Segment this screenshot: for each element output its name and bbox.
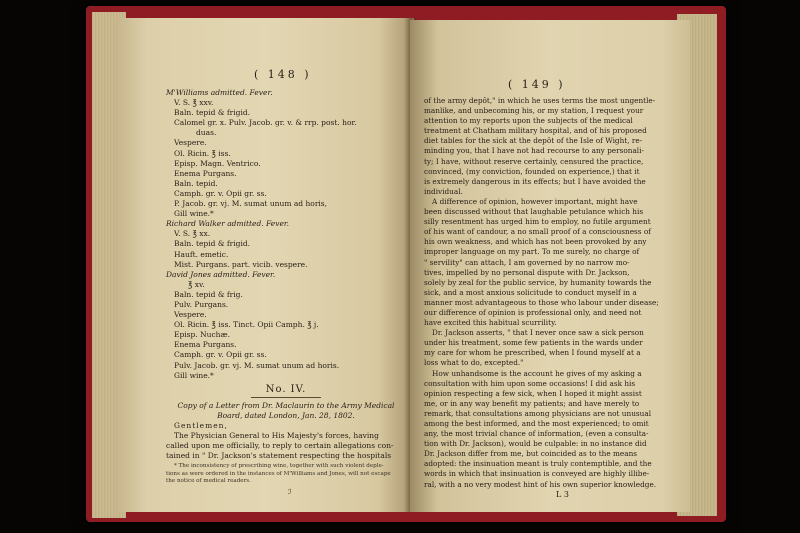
text-line: Dr. Jackson differ from me, but coincided as to the means — [424, 449, 638, 459]
text-line: Hauft. emetic. — [174, 249, 229, 259]
text-line: sick, and a most anxious solicitude to conduct myself in a — [424, 287, 637, 297]
text-line: How unhandsome is the account he gives of my asking a — [432, 368, 642, 378]
right-page-text — [424, 96, 674, 490]
text-line: treatment at Chatham military hospital, and of his proposed — [424, 126, 647, 136]
text-line: individual. — [424, 186, 463, 196]
text-line: Episp. Nuchæ. — [174, 330, 230, 340]
text-line: Mist. Purgans. part. vicib. vespere. — [174, 259, 308, 269]
text-line: any, the most trivial chance of information, (even a consulta- — [424, 429, 649, 439]
text-line: manlike, and unbecoming his, or my station, I request your — [424, 106, 644, 116]
text-line: Baln. tepid. — [174, 178, 218, 188]
text-line: called upon me officially, to reply to certain allegations con- — [166, 441, 394, 451]
text-line: The Physician General to His Majesty's forces, having — [174, 431, 379, 441]
text-line: Baln. tepid & frig. — [174, 289, 243, 299]
letter-title-line-2: Board, dated London, Jan. 28, 1802. — [217, 410, 355, 420]
text-line: solely by zeal for the public service, by humanity towards the — [424, 277, 652, 287]
text-line: adopted: the insinuation meant is truly contemptible, and the — [424, 459, 652, 469]
text-line: Enema Purgans. — [174, 340, 237, 350]
text-line: among the best informed, and the most experienced; to omit — [424, 419, 649, 428]
text-line: my care for whom he prescribed, when I found myself at a — [424, 348, 641, 358]
text-line: loss what to do, excepted." — [424, 358, 524, 368]
text-line: M'Williams admitted. Fever. — [166, 88, 273, 97]
text-line: ℥ xv. — [188, 279, 205, 289]
text-line: Richard Walker admitted. Fever. — [166, 219, 290, 229]
left-page — [118, 18, 414, 512]
prescription-list — [166, 88, 406, 381]
text-line: ty; I have, without reserve certainly, censured the practice, — [424, 156, 644, 166]
page-number-right: ( 149 ) — [508, 78, 566, 91]
text-line: me, or in any way benefit my patients; and have merely to — [424, 398, 640, 408]
text-line: Ol. Ricin. ℥ iss. Tinct. Opii Camph. ℥ j. — [174, 320, 319, 330]
left-page-text — [166, 88, 406, 485]
text-line: tained in " Dr. Jackson's statement respecting the hospitals — [166, 451, 392, 461]
text-line: is extremely dangerous in its effects; but I have avoided the — [424, 176, 646, 186]
text-line: Camph. gr. v. Opii gr. ss. — [174, 350, 267, 360]
text-line: Pulv. Purgans. — [174, 299, 229, 309]
text-line: Calomel gr. x. Pulv. Jacob. gr. v. & rrp. post. hor. — [174, 118, 357, 128]
text-line: convinced, (my conviction, founded on experience,) that it — [424, 166, 640, 176]
text-line: have excited this habitual scurrility. — [424, 318, 557, 328]
text-line: P. Jacob. gr. vj. M. sumat unum ad horis, — [174, 199, 328, 209]
text-line: of the army depôt," in which he uses terms the most ungentle- — [424, 96, 656, 105]
text-line: consultation with him upon some occasions! I did ask his — [424, 378, 636, 388]
text-line: under his treatment, some few patients in the wards under — [424, 338, 643, 348]
text-line: A difference of opinion, however important, might have — [432, 196, 638, 206]
text-line: ral, with a no very modest hint of his own superior knowledge. — [424, 479, 657, 489]
text-line: Gill wine.* — [174, 370, 214, 380]
text-line: Vespere. — [174, 138, 207, 148]
salutation: Gentlemen, — [174, 421, 228, 430]
text-line: V. S. ℥ xx. — [174, 229, 211, 239]
text-line: " servility" can attach, I am governed by no narrow mo- — [424, 257, 630, 267]
text-line: tives, impelled by no personal dispute with Dr. Jackson, — [424, 267, 630, 277]
text-line: attention to my reports upon the subjects of the medical — [424, 116, 633, 126]
text-line: his own weakness, and which has not been provoked by any — [424, 237, 647, 247]
text-line: Enema Purgans. — [174, 168, 237, 178]
text-line: our difference of opinion is professional only, and need not — [424, 307, 642, 317]
text-line: opinion respecting a few sick, when I hoped it might assist — [424, 388, 642, 398]
text-line: minding you, that I have not had recourse to any personali- — [424, 146, 644, 156]
signature-mark: L 3 — [556, 490, 569, 499]
letter-title-line-1: Copy of a Letter from Dr. Maclaurin to the Army Medical — [177, 400, 395, 410]
right-page — [410, 20, 690, 512]
text-line: diet tables for the sick at the depôt of the Isle of Wight, re- — [424, 136, 643, 146]
text-line: silly resentment has urged him to employ, no futile argument — [424, 217, 651, 227]
page-number-left: ( 148 ) — [254, 68, 312, 81]
text-line: tion with Dr. Jackson), would be culpable: in no instance did — [424, 439, 647, 449]
text-line: the notice of medical readers. — [166, 477, 251, 484]
text-line: remark, that consultations among physicians are not unusual — [424, 408, 652, 418]
text-line: Gill wine.* — [174, 209, 214, 219]
letter-body — [166, 431, 406, 461]
text-line: David Jones admitted. Fever. — [166, 269, 276, 279]
text-line: Vespere. — [174, 310, 207, 320]
ornament: ℐ — [288, 488, 292, 496]
text-line: duas. — [196, 128, 217, 138]
text-line: Baln. tepid & frigid. — [174, 108, 251, 118]
section-heading: No. IV. — [265, 383, 307, 395]
text-line: Camph. gr. v. Opii gr. ss. — [174, 188, 267, 198]
text-line: Dr. Jackson asserts, " that I never once saw a sick person — [432, 328, 644, 338]
text-line: Episp. Magn. Ventrico. — [174, 158, 261, 168]
heading-rule — [251, 397, 321, 398]
text-line: manner most advantageous to those who labour under disease; — [424, 297, 659, 307]
footnote — [166, 463, 406, 485]
text-line: Baln. tepid & frigid. — [174, 239, 251, 249]
text-line: improper language on my part. To me surely, no charge of — [424, 247, 640, 257]
text-line: of his want of candour, a no small proof of a consciousness of — [424, 227, 651, 237]
text-line: words in which that insinuation is conveyed are highly illibe- — [424, 469, 650, 479]
text-line: been discussed without that laughable petulance which his — [424, 207, 644, 217]
text-line: Ol. Ricin. ℥ iss. — [174, 148, 231, 158]
text-line: V. S. ℥ xxv. — [174, 98, 214, 108]
text-line: Pulv. Jacob. gr. vj. M. sumat unum ad horis. — [174, 360, 340, 370]
text-line: * The inconsistency of prescribing wine, together with such violent deple- — [174, 463, 384, 470]
text-line: tions as were ordered in the instances of M'Williams and Jones, will not escape — [166, 470, 391, 477]
